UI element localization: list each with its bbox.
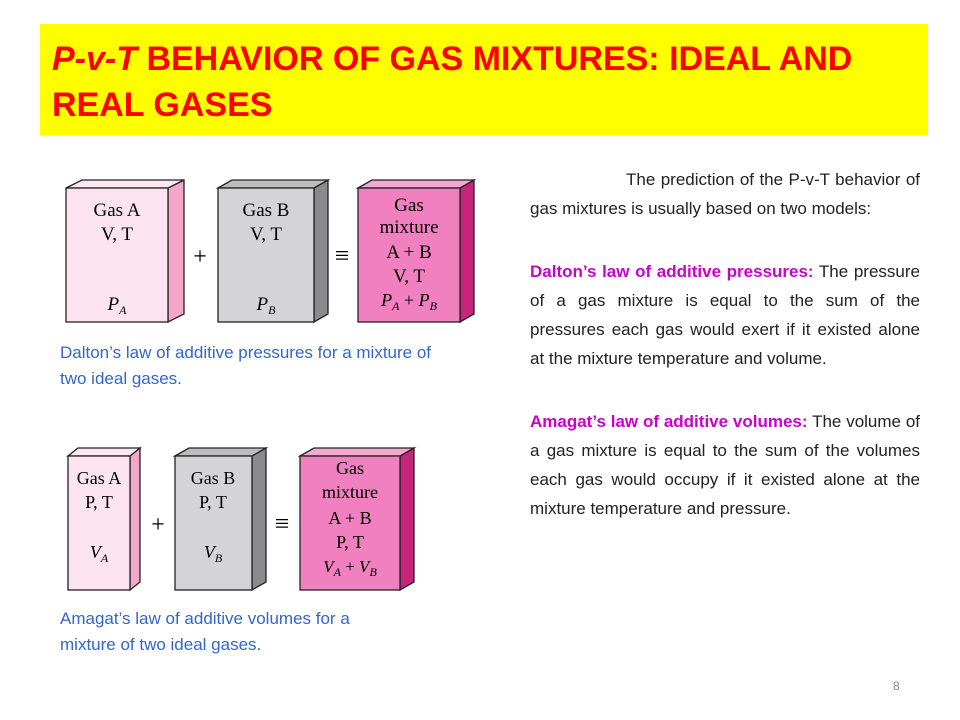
dalton-a-line3: $P_A$	[107, 294, 127, 317]
explanation-column	[530, 165, 920, 523]
dalton-box-gas-b	[218, 180, 328, 322]
title-italic-part: P-v-T	[52, 40, 137, 78]
dalton-diagram	[60, 178, 480, 328]
dalton-mix-line4: V, T	[392, 266, 426, 287]
dalton-mix-line2: mixture	[379, 217, 439, 238]
amagat-mix-line3: A + B	[328, 508, 372, 528]
slide-title	[52, 36, 928, 128]
dalton-equiv-sign: ≡	[334, 241, 350, 270]
amagat-law-name: Amagat’s law of additive volumes:	[530, 412, 808, 431]
dalton-law-body: The pressure of a gas mixture is equal to the sum of the pressures each gas would exert if it existed alone at the mixture temperature and volume.	[530, 262, 920, 368]
title-banner	[40, 24, 928, 135]
amagat-diagram	[60, 446, 480, 596]
amagat-plus-sign: +	[151, 512, 165, 538]
title-rest: BEHAVIOR OF GAS MIXTURES: IDEAL AND REAL GASES	[52, 40, 853, 124]
amagat-equiv-sign: ≡	[274, 509, 290, 538]
dalton-paragraph	[530, 257, 920, 373]
dalton-box-gas-mixture	[358, 180, 474, 322]
amagat-law-body: The volume of a gas mixture is equal to the sum of the volumes each gas would occupy if it existed alone at the mixture temperature and pressure.	[530, 412, 921, 518]
amagat-mix-line5: $V_A + V_B$	[323, 557, 377, 579]
amagat-b-line3: $V_B$	[203, 542, 223, 565]
amagat-mix-line4: P, T	[336, 532, 364, 552]
dalton-caption: Dalton’s law of additive pressures for a mixture of two ideal gases.	[60, 343, 432, 388]
amagat-box-gas-b	[175, 448, 266, 590]
dalton-a-line1: Gas A	[93, 200, 141, 221]
intro-paragraph: The prediction of the P-v-T behavior of gas mixtures is usually based on two models:	[530, 170, 920, 218]
dalton-b-line3: $P_B$	[256, 294, 276, 317]
dalton-mix-line5: $P_A + P_B$	[381, 290, 437, 313]
dalton-plus-sign: +	[193, 244, 207, 270]
dalton-a-line2: V, T	[100, 224, 134, 245]
dalton-box-gas-a	[66, 180, 184, 322]
dalton-b-line1: Gas B	[242, 200, 290, 221]
amagat-caption: Amagat’s law of additive volumes for a mixture of two ideal gases.	[60, 609, 350, 654]
amagat-b-line2: P, T	[199, 492, 227, 512]
dalton-mix-line3: A + B	[386, 242, 432, 263]
amagat-box-gas-mixture	[300, 448, 414, 590]
amagat-a-line3: $V_A$	[89, 542, 109, 565]
page-number: 8	[893, 679, 900, 693]
amagat-mix-line1: Gas	[336, 458, 364, 478]
amagat-a-line2: P, T	[85, 492, 113, 512]
dalton-mix-line1: Gas	[394, 195, 424, 216]
dalton-law-name: Dalton’s law of additive pressures:	[530, 262, 814, 281]
amagat-a-line1: Gas A	[76, 468, 122, 488]
amagat-b-line1: Gas B	[190, 468, 236, 488]
amagat-box-gas-a	[68, 448, 140, 590]
dalton-b-line2: V, T	[249, 224, 283, 245]
amagat-paragraph	[530, 407, 920, 523]
amagat-mix-line2: mixture	[322, 482, 378, 502]
